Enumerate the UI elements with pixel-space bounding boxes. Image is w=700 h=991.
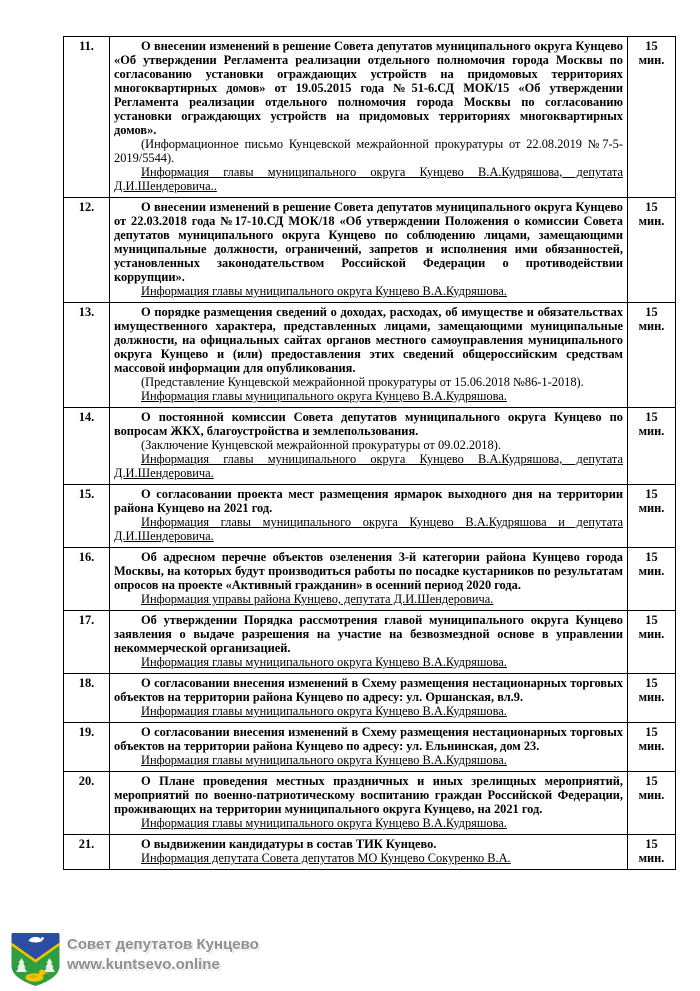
agenda-item-text	[110, 37, 628, 198]
duration-unit: мин.	[638, 501, 665, 515]
agenda-item-text	[110, 485, 628, 548]
footer	[9, 931, 259, 988]
agenda-item-duration	[628, 835, 676, 870]
footer-website: www.kuntsevo.online	[67, 956, 220, 973]
agenda-paragraph-underline: Информация главы муниципального округа Кунцево В.А.Кудряшова.	[141, 655, 507, 669]
duration-value: 15	[645, 676, 658, 690]
agenda-table-row	[64, 198, 676, 303]
agenda-item-number: 20.	[64, 772, 110, 835]
agenda-paragraph-underline: Информация главы муниципального округа Кунцево В.А.Кудряшова.	[141, 284, 507, 298]
agenda-paragraph-underline: Информация главы муниципального округа Кунцево В.А.Кудряшова.	[141, 753, 507, 767]
agenda-item-text	[110, 674, 628, 723]
agenda-table-row	[64, 485, 676, 548]
agenda-item-number: 18.	[64, 674, 110, 723]
duration-unit: мин.	[638, 627, 665, 641]
agenda-table-body	[64, 37, 676, 870]
agenda-paragraph-underline: Информация главы муниципального округа Кунцево В.А.Кудряшова.	[141, 389, 507, 403]
duration-value: 15	[645, 305, 658, 319]
agenda-paragraph-bold: О согласовании проекта мест размещения ярмарок выходного дня на территории района Кунцево на 2021 год.	[114, 487, 623, 515]
agenda-item-text	[110, 772, 628, 835]
agenda-item-duration	[628, 548, 676, 611]
duration-value: 15	[645, 410, 658, 424]
agenda-paragraph-underline: Информация управы района Кунцево, депутата Д.И.Шендеровича.	[141, 592, 494, 606]
duration-value: 15	[645, 487, 658, 501]
agenda-table-row	[64, 723, 676, 772]
agenda-item-number: 16.	[64, 548, 110, 611]
agenda-item-number: 12.	[64, 198, 110, 303]
agenda-item-text	[110, 611, 628, 674]
agenda-paragraph-bold: Об утверждении Порядка рассмотрения главой муниципального округа Кунцево заявления о выдаче разрешения на участие на безвозмездной основе в управлении некоммерческой организацией.	[114, 613, 623, 655]
agenda-paragraph-bold: О согласовании внесения изменений в Схему размещения нестационарных торговых объектов на территории района Кунцево по адресу: ул. Ельнинская, дом 23.	[114, 725, 623, 753]
agenda-paragraph-normal: (Представление Кунцевской межрайонной прокуратуры от 15.06.2018 №86-1-2018).	[141, 375, 584, 389]
agenda-paragraph-bold: О Плане проведения местных праздничных и иных зрелищных мероприятий, мероприятий по военно-патриотическому воспитанию граждан Российской Федерации, проживающих на территории муниципального округа Кунцево, на 2021 год.	[114, 774, 623, 816]
duration-unit: мин.	[638, 851, 665, 865]
duration-unit: мин.	[638, 424, 665, 438]
agenda-paragraph-underline: Информация главы муниципального округа Кунцево В.А.Кудряшова.	[141, 704, 507, 718]
duration-value: 15	[645, 39, 658, 53]
agenda-paragraph-bold: О внесении изменений в решение Совета депутатов муниципального округа Кунцево «Об утверждении Регламента реализации отдельного полномочия города Москвы по согласованию установки ограждающих устройств на придомовых территориях многоквартирных домов» от 19.05.2015 года №51-6.СД МОК/15 «Об утверждении Регламента реализации отдельного полномочия города Москвы по согласованию установки ограждающих устройств на придомовых территориях многоквартирных домов».	[114, 39, 623, 137]
agenda-item-number: 14.	[64, 408, 110, 485]
agenda-item-number: 11.	[64, 37, 110, 198]
duration-unit: мин.	[638, 788, 665, 802]
agenda-paragraph-underline: Информация главы муниципального округа Кунцево В.А.Кудряшова.	[141, 816, 507, 830]
duration-unit: мин.	[638, 564, 665, 578]
agenda-table-row	[64, 611, 676, 674]
agenda-item-number: 21.	[64, 835, 110, 870]
agenda-paragraph-bold: О согласовании внесения изменений в Схему размещения нестационарных торговых объектов на территории района Кунцево по адресу: ул. Оршанская, вл.9.	[114, 676, 623, 704]
agenda-table-row	[64, 408, 676, 485]
agenda-item-text	[110, 835, 628, 870]
duration-value: 15	[645, 774, 658, 788]
agenda-table-row	[64, 548, 676, 611]
agenda-item-duration	[628, 37, 676, 198]
agenda-paragraph-bold: О порядке размещения сведений о доходах, расходах, об имуществе и обязательствах имущественного характера, представленных лицами, замещающими муниципальные должности, на официальных сайтах органов местного самоуправления муниципального округа Кунцево и (или) предоставления этих сведений общероссийским средствам массовой информации для опубликования.	[114, 305, 623, 375]
agenda-paragraph-normal: (Информационное письмо Кунцевской межрайонной прокуратуры от 22.08.2019 №7-5-2019/5544).	[114, 137, 623, 165]
duration-unit: мин.	[638, 739, 665, 753]
agenda-table-row	[64, 303, 676, 408]
agenda-item-number: 17.	[64, 611, 110, 674]
duration-value: 15	[645, 613, 658, 627]
agenda-item-duration	[628, 303, 676, 408]
footer-text-block	[67, 931, 259, 975]
duration-unit: мин.	[638, 53, 665, 67]
agenda-item-duration	[628, 674, 676, 723]
duration-value: 15	[645, 725, 658, 739]
duration-value: 15	[645, 550, 658, 564]
agenda-paragraph-underline: Информация депутата Совета депутатов МО Кунцево Сокуренко В.А.	[141, 851, 511, 865]
agenda-item-text	[110, 548, 628, 611]
duration-unit: мин.	[638, 319, 665, 333]
agenda-item-duration	[628, 408, 676, 485]
duration-value: 15	[645, 837, 658, 851]
agenda-paragraph-bold: О постоянной комиссии Совета депутатов муниципального округа Кунцево по вопросам ЖКХ, благоустройства и землепользования.	[114, 410, 623, 438]
agenda-item-text	[110, 303, 628, 408]
agenda-paragraph-normal: (Заключение Кунцевской межрайонной прокуратуры от 09.02.2018).	[141, 438, 501, 452]
duration-value: 15	[645, 200, 658, 214]
agenda-paragraph-underline: Информация главы муниципального округа Кунцево В.А.Кудряшова и депутата Д.И.Шендеровича.	[114, 515, 623, 543]
agenda-table-row	[64, 772, 676, 835]
duration-unit: мин.	[638, 690, 665, 704]
footer-org-name: Совет депутатов Кунцево	[67, 936, 259, 953]
agenda-item-duration	[628, 485, 676, 548]
agenda-item-duration	[628, 772, 676, 835]
agenda-paragraph-underline: Информация главы муниципального округа Кунцево В.А.Кудряшова, депутата Д.И.Шендеровича..	[114, 165, 623, 193]
agenda-table-row	[64, 674, 676, 723]
agenda-paragraph-underline: Информация главы муниципального округа Кунцево В.А.Кудряшова, депутата Д.И.Шендеровича.	[114, 452, 623, 480]
agenda-item-duration	[628, 198, 676, 303]
duration-unit: мин.	[638, 214, 665, 228]
agenda-item-duration	[628, 723, 676, 772]
agenda-table	[63, 36, 676, 870]
kuntsevo-coat-of-arms-icon	[9, 931, 62, 988]
agenda-table-row	[64, 37, 676, 198]
agenda-item-text	[110, 408, 628, 485]
agenda-paragraph-bold: О внесении изменений в решение Совета депутатов муниципального округа Кунцево от 22.03.2018 года №17-10.СД МОК/18 «Об утверждении Положения о комиссии Совета депутатов муниципального округа Кунцево по соблюдению лицами, замещающими муниципальные должности, ограничений, запретов и исполнения ими обязанностей, установленных законодательством Российской Федерации о противодействии коррупции».	[114, 200, 623, 284]
agenda-item-text	[110, 198, 628, 303]
agenda-item-number: 13.	[64, 303, 110, 408]
agenda-item-number: 19.	[64, 723, 110, 772]
agenda-table-row	[64, 835, 676, 870]
agenda-item-number: 15.	[64, 485, 110, 548]
agenda-item-duration	[628, 611, 676, 674]
agenda-paragraph-bold: Об адресном перечне объектов озеленения 3-й категории района Кунцево города Москвы, на которых будут производиться работы по посадке кустарников по результатам опросов на проекте «Активный гражданин» в осенний период 2020 года.	[114, 550, 623, 592]
agenda-paragraph-bold: О выдвижении кандидатуры в состав ТИК Кунцево.	[141, 837, 437, 851]
agenda-item-text	[110, 723, 628, 772]
